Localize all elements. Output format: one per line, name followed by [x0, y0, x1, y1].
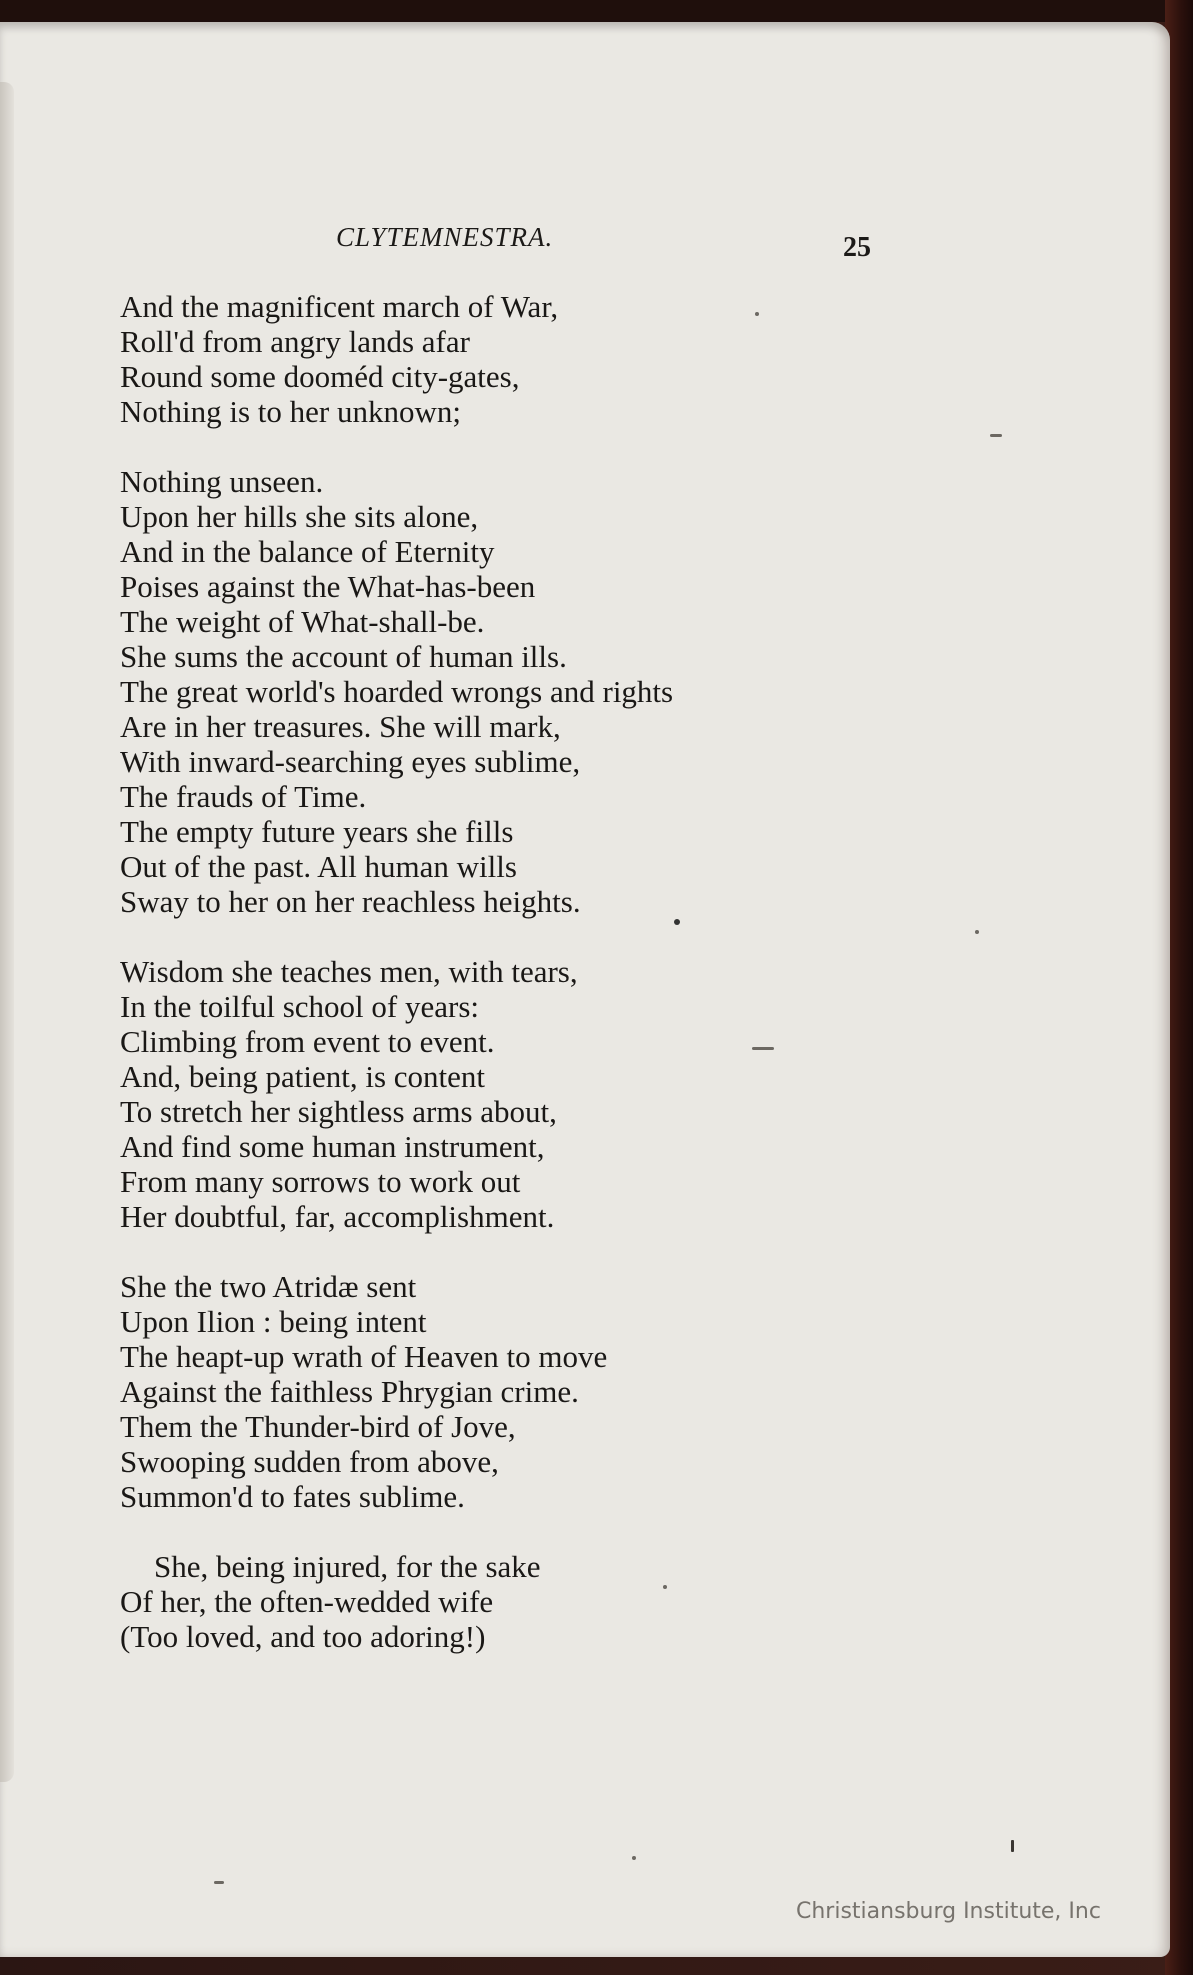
paper-speck [674, 919, 680, 925]
poem-line: Sway to her on her reachless heights. [120, 884, 581, 919]
stanza-1 [120, 289, 673, 429]
page-gutter [0, 82, 14, 1782]
poem-line: Wisdom she teaches men, with tears, [120, 954, 578, 989]
stanza-4 [120, 1269, 673, 1514]
paper-speck [755, 312, 759, 316]
page-number: 25 [843, 232, 871, 263]
poem-line: Nothing unseen. [120, 464, 324, 499]
poem-line: She, being injured, for the sake [154, 1549, 541, 1584]
poem-line: Against the faithless Phrygian crime. [120, 1374, 579, 1409]
watermark: Christiansburg Institute, Inc [796, 1899, 1101, 1924]
poem-line: Her doubtful, far, accomplishment. [120, 1199, 555, 1234]
poem-line: (Too loved, and too adoring!) [120, 1619, 486, 1654]
poem-line: Of her, the often-wedded wife [120, 1584, 494, 1619]
poem-line: Summon'd to fates sublime. [120, 1479, 465, 1514]
book-cover-edge-top [0, 0, 1193, 22]
poem-line: The great world's hoarded wrongs and rights [120, 674, 674, 709]
poem-line: She the two Atridæ sent [120, 1269, 417, 1304]
stanza-3 [120, 954, 673, 1234]
poem-line: Out of the past. All human wills [120, 849, 517, 884]
poem-line: Swooping sudden from above, [120, 1444, 499, 1479]
poem-line: To stretch her sightless arms about, [120, 1094, 557, 1129]
stanza-5 [120, 1549, 673, 1654]
poem-line: Nothing is to her unknown; [120, 394, 461, 429]
poem-text [120, 289, 673, 1654]
poem-line: The frauds of Time. [120, 779, 367, 814]
poem-line: And, being patient, is content [120, 1059, 486, 1094]
paper-speck [752, 1047, 774, 1050]
book-page [0, 22, 1170, 1957]
poem-line: Roll'd from angry lands afar [120, 324, 470, 359]
paper-speck [214, 1881, 224, 1884]
poem-line: And find some human instrument, [120, 1129, 545, 1164]
poem-line: From many sorrows to work out [120, 1164, 521, 1199]
poem-line: In the toilful school of years: [120, 989, 479, 1024]
poem-line: And in the balance of Eternity [120, 534, 495, 569]
poem-line: With inward-searching eyes sublime, [120, 744, 581, 779]
poem-line: Upon her hills she sits alone, [120, 499, 479, 534]
poem-line: Upon Ilion : being intent [120, 1304, 427, 1339]
running-head: CLYTEMNESTRA. [336, 222, 554, 252]
paper-speck [663, 1585, 667, 1589]
paper-speck [1011, 1840, 1014, 1852]
poem-line: Climbing from event to event. [120, 1024, 495, 1059]
paper-speck [632, 1856, 636, 1860]
poem-line: And the magnificent march of War, [120, 289, 559, 324]
poem-line: Are in her treasures. She will mark, [120, 709, 561, 744]
poem-line: Them the Thunder-bird of Jove, [120, 1409, 516, 1444]
paper-speck [990, 434, 1002, 437]
poem-line: Poises against the What-has-been [120, 569, 536, 604]
poem-line: The empty future years she fills [120, 814, 514, 849]
stanza-2 [120, 464, 673, 919]
poem-line: She sums the account of human ills. [120, 639, 567, 674]
poem-line: The heapt-up wrath of Heaven to move [120, 1339, 608, 1374]
poem-line: The weight of What-shall-be. [120, 604, 485, 639]
poem-line: Round some dooméd city-gates, [120, 359, 520, 394]
paper-speck [975, 930, 979, 934]
